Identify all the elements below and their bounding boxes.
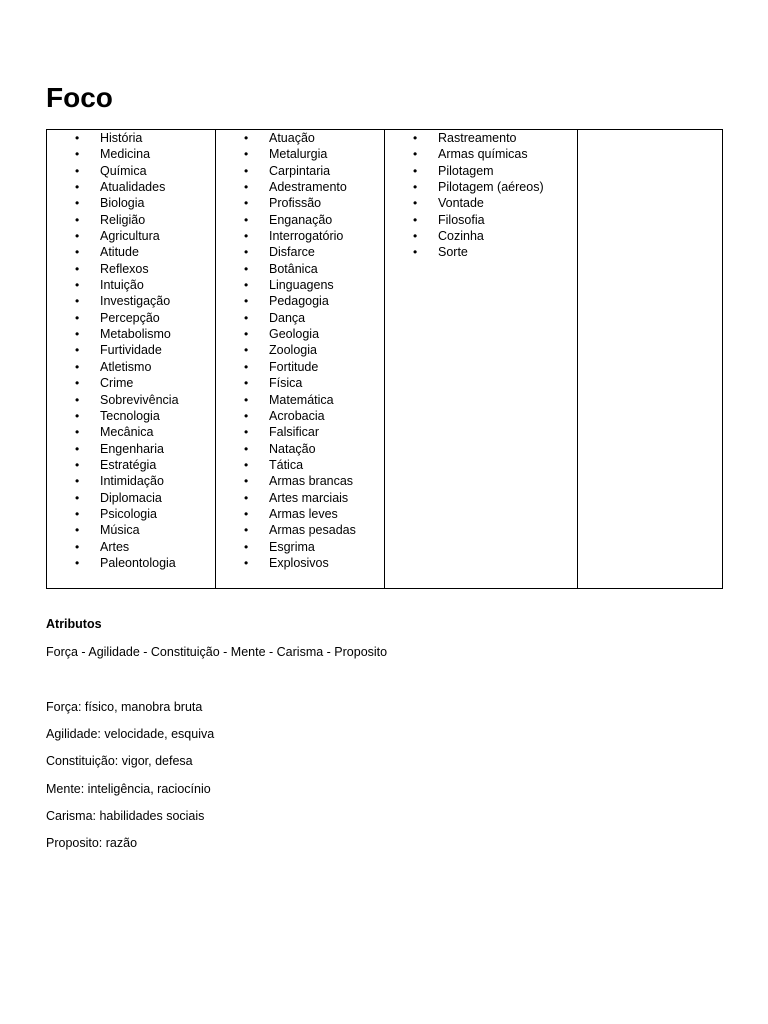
skill-label: Sorte: [438, 245, 468, 260]
skill-label: Armas químicas: [438, 147, 528, 162]
skill-label: Mecânica: [100, 425, 154, 440]
skill-label: Medicina: [100, 147, 151, 162]
bullet-icon: •: [75, 555, 80, 570]
skill-label: Geologia: [269, 327, 320, 342]
bullet-icon: •: [244, 343, 249, 358]
skill-list-2: [216, 130, 384, 571]
skill-label: Estratégia: [100, 457, 157, 472]
bullet-icon: •: [75, 310, 80, 325]
bullet-icon: •: [244, 392, 249, 407]
skill-list-item: [216, 261, 384, 277]
bullet-icon: •: [244, 212, 249, 227]
skill-label: Investigação: [100, 294, 171, 309]
bullet-icon: •: [413, 245, 418, 260]
skills-table-row: [47, 130, 723, 589]
skill-label: Artes marciais: [269, 490, 349, 505]
skill-list-item: [47, 375, 215, 391]
skill-list-item: [385, 146, 577, 162]
skill-list-item: [47, 342, 215, 358]
skill-label: Explosivos: [269, 555, 329, 570]
skill-label: Percepção: [100, 310, 160, 325]
skill-label: Intimidação: [100, 474, 164, 489]
skill-label: Disfarce: [269, 245, 315, 260]
bullet-icon: •: [244, 457, 249, 472]
skill-list-item: [216, 424, 384, 440]
skill-label: Paleontologia: [100, 555, 176, 570]
skill-list-item: [47, 212, 215, 228]
skill-list-item: [385, 179, 577, 195]
bullet-icon: •: [244, 506, 249, 521]
skill-label: Botânica: [269, 261, 318, 276]
skill-list-item: [47, 163, 215, 179]
skill-list-item: [47, 277, 215, 293]
bullet-icon: •: [244, 441, 249, 456]
skill-label: Metabolismo: [100, 327, 171, 342]
skill-label: Zoologia: [269, 343, 317, 358]
bullet-icon: •: [244, 163, 249, 178]
skill-list-item: [47, 228, 215, 244]
skill-label: Furtividade: [100, 343, 162, 358]
skill-list-item: [47, 457, 215, 473]
attributes-summary: Força - Agilidade - Constituição - Mente - Carisma - Proposito: [46, 645, 388, 659]
skill-list-item: [47, 310, 215, 326]
bullet-icon: •: [413, 212, 418, 227]
skill-label: Tecnologia: [100, 408, 160, 423]
skill-list-item: [47, 146, 215, 162]
attribute-detail-constituicao: Constituição: vigor, defesa: [46, 754, 193, 768]
skill-label: Armas leves: [269, 506, 338, 521]
skill-label: História: [100, 131, 143, 145]
skill-label: Religião: [100, 212, 146, 227]
skill-list-item: [216, 326, 384, 342]
skill-label: Matemática: [269, 392, 334, 407]
bullet-icon: •: [75, 441, 80, 456]
bullet-icon: •: [75, 343, 80, 358]
skill-label: Acrobacia: [269, 408, 325, 423]
skill-label: Artes: [100, 539, 130, 554]
skill-list-item: [216, 555, 384, 571]
skill-list-item: [216, 277, 384, 293]
skill-list-item: [216, 244, 384, 260]
bullet-icon: •: [244, 147, 249, 162]
skill-list-item: [47, 490, 215, 506]
skill-label: Diplomacia: [100, 490, 162, 505]
bullet-icon: •: [75, 392, 80, 407]
skill-list-item: [216, 146, 384, 162]
skill-list-1: [47, 130, 215, 571]
skill-label: Adestramento: [269, 180, 347, 195]
skill-list-item: [47, 261, 215, 277]
skill-list-item: [385, 212, 577, 228]
bullet-icon: •: [413, 180, 418, 195]
skill-list-item: [216, 457, 384, 473]
bullet-icon: •: [244, 474, 249, 489]
bullet-icon: •: [75, 147, 80, 162]
skill-label: Agricultura: [100, 229, 160, 244]
skill-list-item: [47, 539, 215, 555]
skill-list-item: [216, 441, 384, 457]
skill-list-item: [216, 359, 384, 375]
skill-list-item: [216, 212, 384, 228]
bullet-icon: •: [244, 261, 249, 276]
bullet-icon: •: [244, 327, 249, 342]
skills-column-2: [216, 130, 385, 589]
skill-list-item: [47, 424, 215, 440]
bullet-icon: •: [75, 261, 80, 276]
skill-list-item: [216, 293, 384, 309]
bullet-icon: •: [244, 523, 249, 538]
skill-label: Rastreamento: [438, 131, 517, 145]
skill-list-item: [216, 392, 384, 408]
skill-list-item: [216, 408, 384, 424]
skill-list-item: [216, 522, 384, 538]
skill-label: Atitude: [100, 245, 139, 260]
bullet-icon: •: [75, 490, 80, 505]
skill-list-item: [385, 244, 577, 260]
bullet-icon: •: [244, 229, 249, 244]
bullet-icon: •: [413, 131, 418, 145]
skill-label: Física: [269, 376, 303, 391]
bullet-icon: •: [75, 131, 80, 145]
skill-label: Interrogatório: [269, 229, 344, 244]
skill-label: Armas brancas: [269, 474, 354, 489]
skill-label: Química: [100, 163, 147, 178]
skill-label: Linguagens: [269, 278, 334, 293]
bullet-icon: •: [75, 523, 80, 538]
attribute-detail-mente: Mente: inteligência, raciocínio: [46, 782, 211, 796]
skill-label: Falsificar: [269, 425, 320, 440]
skill-list-item: [47, 392, 215, 408]
attributes-heading: Atributos: [46, 617, 102, 631]
bullet-icon: •: [75, 376, 80, 391]
skills-table: [46, 129, 723, 589]
page-title: Foco: [46, 82, 113, 113]
skill-label: Vontade: [438, 196, 484, 211]
skill-label: Pilotagem (aéreos): [438, 180, 544, 195]
skill-label: Esgrima: [269, 539, 315, 554]
skill-list-item: [47, 522, 215, 538]
bullet-icon: •: [75, 408, 80, 423]
skill-label: Armas pesadas: [269, 523, 356, 538]
bullet-icon: •: [244, 180, 249, 195]
bullet-icon: •: [75, 196, 80, 211]
attribute-detail-proposito: Proposito: razão: [46, 836, 138, 850]
skill-label: Filosofia: [438, 212, 485, 227]
skill-list-item: [216, 310, 384, 326]
skill-list-item: [47, 130, 215, 146]
bullet-icon: •: [75, 229, 80, 244]
skill-list-item: [216, 195, 384, 211]
skill-label: Reflexos: [100, 261, 149, 276]
attribute-detail-carisma: Carisma: habilidades sociais: [46, 809, 205, 823]
skill-label: Fortitude: [269, 359, 319, 374]
bullet-icon: •: [244, 278, 249, 293]
skill-list-item: [216, 228, 384, 244]
skill-list-item: [47, 293, 215, 309]
bullet-icon: •: [413, 229, 418, 244]
skill-label: Biologia: [100, 196, 145, 211]
bullet-icon: •: [244, 490, 249, 505]
bullet-icon: •: [244, 196, 249, 211]
skill-label: Atuação: [269, 131, 315, 145]
bullet-icon: •: [75, 457, 80, 472]
skill-list-item: [47, 195, 215, 211]
bullet-icon: •: [413, 147, 418, 162]
bullet-icon: •: [413, 163, 418, 178]
skill-list-item: [47, 359, 215, 375]
skill-label: Natação: [269, 441, 316, 456]
bullet-icon: •: [75, 506, 80, 521]
bullet-icon: •: [75, 359, 80, 374]
skill-label: Dança: [269, 310, 306, 325]
skill-list-3: [385, 130, 577, 261]
bullet-icon: •: [244, 425, 249, 440]
skill-label: Crime: [100, 376, 134, 391]
bullet-icon: •: [75, 294, 80, 309]
bullet-icon: •: [244, 359, 249, 374]
skill-list-item: [385, 130, 577, 146]
bullet-icon: •: [75, 245, 80, 260]
skill-label: Engenharia: [100, 441, 164, 456]
skill-list-item: [47, 555, 215, 571]
attribute-detail-agilidade: Agilidade: velocidade, esquiva: [46, 727, 215, 741]
skill-label: Tática: [269, 457, 304, 472]
skill-list-item: [385, 228, 577, 244]
bullet-icon: •: [413, 196, 418, 211]
skill-list-item: [216, 473, 384, 489]
bullet-icon: •: [244, 131, 249, 145]
bullet-icon: •: [244, 539, 249, 554]
bullet-icon: •: [244, 408, 249, 423]
skill-list-item: [216, 342, 384, 358]
bullet-icon: •: [75, 474, 80, 489]
bullet-icon: •: [75, 212, 80, 227]
skill-list-item: [216, 506, 384, 522]
bullet-icon: •: [75, 539, 80, 554]
bullet-icon: •: [75, 327, 80, 342]
skill-list-item: [216, 163, 384, 179]
skill-list-item: [47, 506, 215, 522]
skill-list-item: [216, 130, 384, 146]
skill-label: Cozinha: [438, 229, 484, 244]
bullet-icon: •: [244, 310, 249, 325]
skill-list-item: [47, 244, 215, 260]
skill-label: Atualidades: [100, 180, 166, 195]
skill-list-item: [216, 539, 384, 555]
skill-list-item: [47, 179, 215, 195]
skill-label: Pedagogia: [269, 294, 329, 309]
skill-label: Psicologia: [100, 506, 157, 521]
skill-label: Intuição: [100, 278, 144, 293]
skill-list-item: [385, 163, 577, 179]
skill-label: Atletismo: [100, 359, 152, 374]
skills-column-4-empty: [578, 130, 723, 589]
attribute-detail-forca: Força: físico, manobra bruta: [46, 700, 203, 714]
bullet-icon: •: [244, 294, 249, 309]
bullet-icon: •: [75, 278, 80, 293]
skill-list-item: [47, 473, 215, 489]
skill-label: Enganação: [269, 212, 333, 227]
bullet-icon: •: [244, 376, 249, 391]
skill-label: Música: [100, 523, 140, 538]
skill-label: Pilotagem: [438, 163, 494, 178]
skill-list-item: [385, 195, 577, 211]
skill-list-item: [47, 326, 215, 342]
bullet-icon: •: [244, 555, 249, 570]
skills-column-3: [385, 130, 578, 589]
bullet-icon: •: [75, 163, 80, 178]
skill-label: Carpintaria: [269, 163, 331, 178]
skill-list-item: [216, 179, 384, 195]
skill-list-item: [216, 490, 384, 506]
bullet-icon: •: [75, 180, 80, 195]
skill-list-item: [47, 408, 215, 424]
bullet-icon: •: [244, 245, 249, 260]
skill-label: Metalurgia: [269, 147, 328, 162]
skill-list-item: [47, 441, 215, 457]
skill-label: Profissão: [269, 196, 322, 211]
skills-column-1: [47, 130, 216, 589]
skill-label: Sobrevivência: [100, 392, 179, 407]
bullet-icon: •: [75, 425, 80, 440]
skill-list-item: [216, 375, 384, 391]
